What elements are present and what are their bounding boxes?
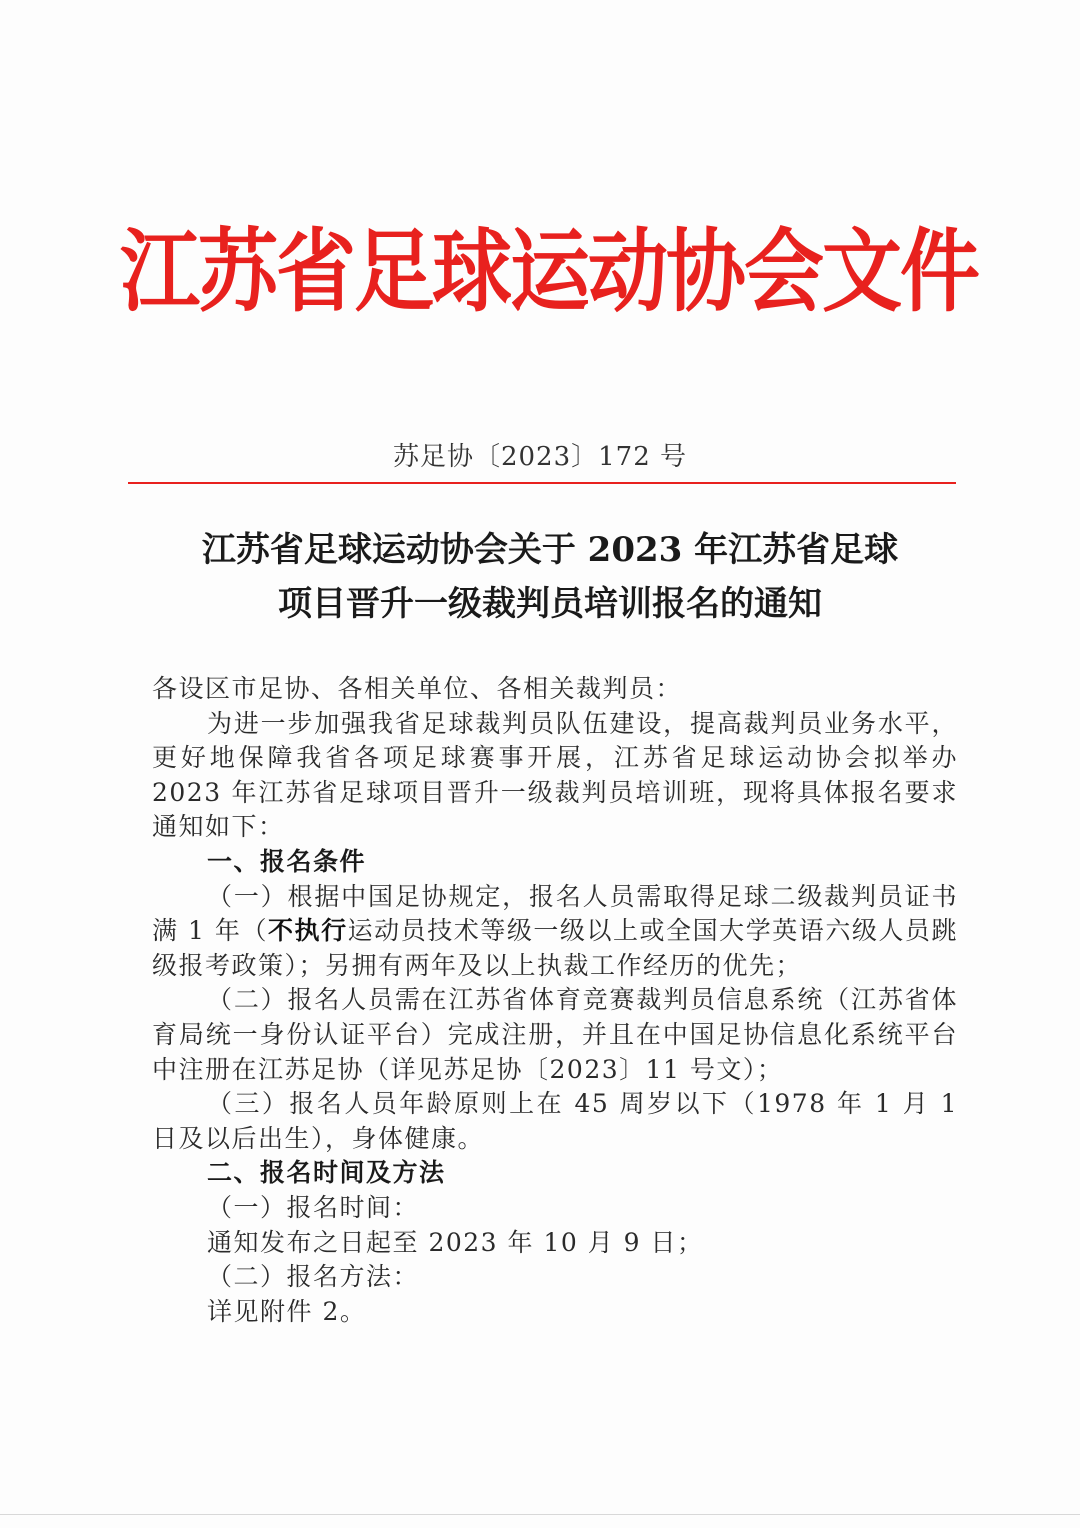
condition-item-2: （二）报名人员需在江苏省体育竞赛裁判员信息系统（江苏省体育局统一身份认证平台）完成注册，并且在中国足协信息化系统平台中注册在江苏足协（详见苏足协〔2023〕11 号文）； bbox=[152, 985, 958, 1084]
notice-title-line-2: 项目晋升一级裁判员培训报名的通知 bbox=[278, 584, 822, 624]
condition-item-1-pre: （一）根据中国足协规定，报名人员需取得足球二级裁判员证书满 1 年（ bbox=[152, 881, 958, 946]
registration-time-label: （一）报名时间： bbox=[207, 1192, 420, 1222]
notice-title bbox=[150, 523, 950, 631]
page-bottom-edge bbox=[0, 1514, 1080, 1515]
condition-item-1-post: 运动员技术等级一级以上或全国大学英语六级人员跳级报考政策）；另拥有两年及以上执裁工作经历的优先； bbox=[152, 916, 958, 980]
registration-time-value: 通知发布之日起至 2023 年 10 月 9 日； bbox=[207, 1227, 704, 1257]
condition-item-3: （三）报名人员年龄原则上在 45 周岁以下（1978 年 1 月 1 日及以后出生），身体健康。 bbox=[152, 1089, 958, 1153]
section-heading-1: 一、报名条件 bbox=[207, 846, 367, 876]
intro-paragraph: 为进一步加强我省足球裁判员队伍建设，提高裁判员业务水平，更好地保障我省各项足球赛事开展，江苏省足球运动协会拟举办 2023 年江苏省足球项目晋升一级裁判员培训班，现将具体报名要求通知如下： bbox=[152, 708, 958, 842]
section-heading-2: 二、报名时间及方法 bbox=[207, 1158, 446, 1188]
document-number: 苏足协〔2023〕172 号 bbox=[392, 442, 688, 472]
red-divider-line bbox=[128, 482, 956, 484]
salutation: 各设区市足协、各相关单位、各相关裁判员： bbox=[152, 674, 683, 703]
registration-method-label: （二）报名方法： bbox=[207, 1262, 420, 1292]
notice-title-line-1: 江苏省足球运动协会关于 2023 年江苏省足球 bbox=[201, 530, 899, 570]
condition-item-1 bbox=[152, 880, 958, 984]
document-body bbox=[152, 672, 958, 1329]
registration-method-value: 详见附件 2。 bbox=[207, 1296, 367, 1326]
issuer-header-title: 江苏省足球运动协会文件 bbox=[120, 218, 978, 324]
condition-item-1-emphasis: 不执行 bbox=[268, 916, 348, 946]
